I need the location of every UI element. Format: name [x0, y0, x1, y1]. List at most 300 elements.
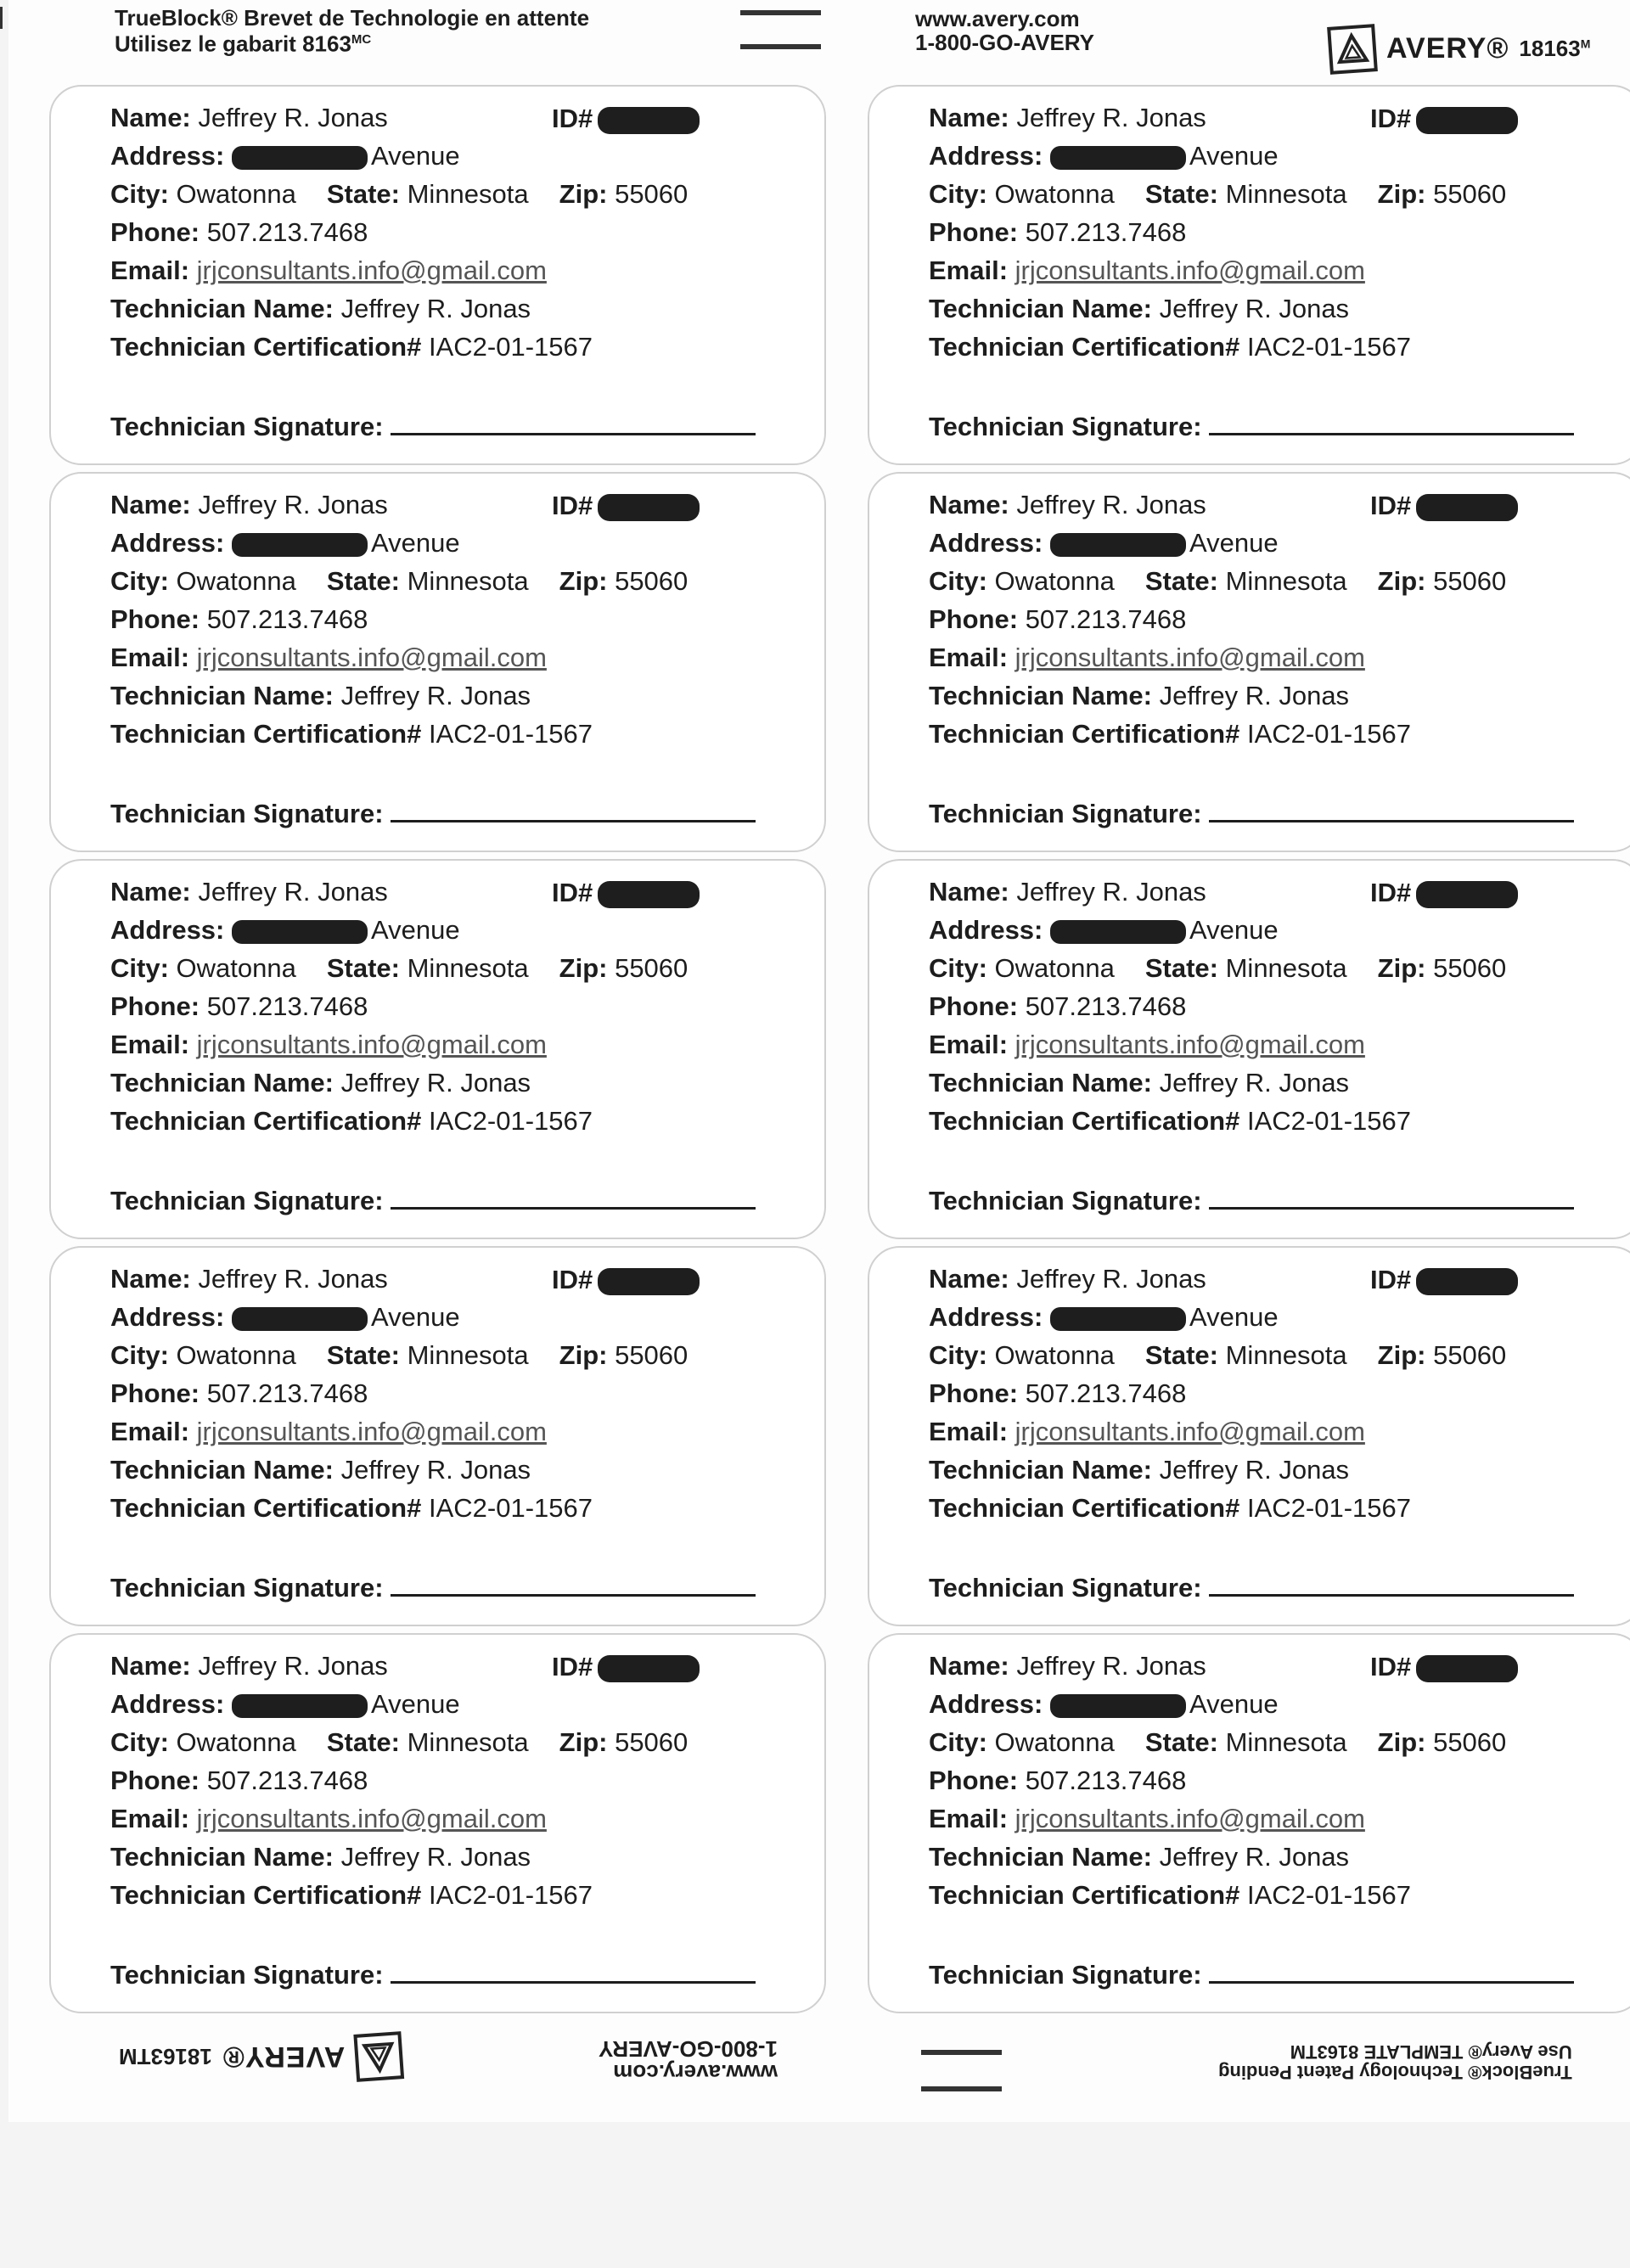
- phone-row: [110, 1378, 368, 1410]
- product-number: [1519, 36, 1590, 62]
- email-row: [929, 642, 1365, 674]
- name-value: Jeffrey R. Jonas: [198, 1264, 388, 1294]
- email-link[interactable]: jrjconsultants.info@gmail.com: [196, 1804, 547, 1833]
- tech-cert-value: IAC2-01-1567: [428, 1106, 593, 1136]
- signature-label: Technician Signature:: [929, 1186, 1202, 1215]
- tech-cert-label: Technician Certification#: [929, 719, 1240, 749]
- phone-label: Phone:: [110, 1378, 200, 1408]
- state-label: State:: [1144, 179, 1218, 209]
- tech-name-value: Jeffrey R. Jonas: [1159, 1455, 1350, 1485]
- tech-name-label: Technician Name:: [929, 1842, 1153, 1872]
- email-label: Email:: [110, 255, 190, 285]
- name-row: [929, 102, 1206, 134]
- tech-name-row: [929, 1841, 1349, 1873]
- product-number-text: 18163: [1519, 36, 1581, 61]
- id-label: ID#: [1370, 878, 1412, 907]
- address-label: Address:: [110, 1689, 225, 1719]
- footer-web: www.avery.com: [613, 2060, 778, 2086]
- phone-row: [110, 216, 368, 249]
- zip-label: Zip:: [559, 1727, 608, 1757]
- address-redaction: [232, 146, 368, 170]
- name-label: Name:: [110, 490, 191, 519]
- phone-row: [929, 603, 1186, 636]
- email-row: [929, 1029, 1365, 1061]
- email-link[interactable]: jrjconsultants.info@gmail.com: [196, 255, 547, 285]
- id-label: ID#: [552, 1265, 593, 1294]
- signature-label: Technician Signature:: [929, 1960, 1202, 1990]
- zip-value: 55060: [615, 566, 689, 596]
- zip-label: Zip:: [559, 1340, 608, 1370]
- signature-row: [929, 1957, 1574, 1991]
- location-row: [110, 1339, 688, 1372]
- name-label: Name:: [110, 1651, 191, 1681]
- name-value: Jeffrey R. Jonas: [198, 1651, 388, 1681]
- name-label: Name:: [929, 103, 1009, 132]
- id-row: [552, 1652, 700, 1682]
- signature-line[interactable]: [391, 1957, 756, 1984]
- tech-name-label: Technician Name:: [110, 1842, 334, 1872]
- signature-row: [929, 409, 1574, 443]
- tech-cert-value: IAC2-01-1567: [428, 719, 593, 749]
- address-row: [929, 914, 1279, 946]
- state-value: Minnesota: [407, 953, 529, 983]
- tech-name-row: [929, 1067, 1349, 1099]
- alignment-bar: [740, 10, 821, 15]
- tech-cert-row: [110, 331, 593, 363]
- tech-name-value: Jeffrey R. Jonas: [1159, 681, 1350, 710]
- phone-row: [929, 1378, 1186, 1410]
- signature-row: [110, 409, 756, 443]
- label-card: [868, 472, 1630, 852]
- signature-label: Technician Signature:: [110, 1960, 384, 1990]
- footer-line2: Use Avery® TEMPLATE 8163TM: [1290, 2041, 1572, 2063]
- email-label: Email:: [110, 1417, 190, 1446]
- city-label: City:: [929, 953, 987, 983]
- name-value: Jeffrey R. Jonas: [198, 103, 388, 132]
- name-label: Name:: [110, 877, 191, 907]
- label-card: [868, 85, 1630, 465]
- footer-phone: 1-800-GO-AVERY: [599, 2036, 778, 2062]
- signature-line[interactable]: [391, 796, 756, 822]
- address-label: Address:: [929, 141, 1043, 171]
- email-link[interactable]: jrjconsultants.info@gmail.com: [1015, 1417, 1365, 1446]
- city-value: Owatonna: [176, 1340, 296, 1370]
- tech-cert-row: [929, 331, 1411, 363]
- footer-product-number: 18163TM: [119, 2044, 212, 2070]
- email-label: Email:: [929, 643, 1009, 672]
- name-row: [929, 876, 1206, 908]
- state-value: Minnesota: [407, 566, 529, 596]
- tech-cert-value: IAC2-01-1567: [428, 1493, 593, 1523]
- signature-line[interactable]: [391, 1183, 756, 1210]
- phone-label: Phone:: [110, 604, 200, 634]
- id-redaction: [598, 107, 700, 134]
- email-link[interactable]: jrjconsultants.info@gmail.com: [196, 643, 547, 672]
- name-label: Name:: [110, 103, 191, 132]
- city-value: Owatonna: [176, 179, 296, 209]
- tech-cert-label: Technician Certification#: [110, 719, 422, 749]
- tech-cert-value: IAC2-01-1567: [1246, 1880, 1411, 1910]
- header-brand: [1329, 8, 1590, 89]
- name-label: Name:: [929, 1264, 1009, 1294]
- signature-line[interactable]: [1209, 1570, 1574, 1597]
- tech-cert-label: Technician Certification#: [929, 1493, 1240, 1523]
- footer-brand: [119, 2033, 402, 2080]
- tech-cert-value: IAC2-01-1567: [1246, 719, 1411, 749]
- email-row: [929, 255, 1365, 287]
- id-label: ID#: [552, 878, 593, 907]
- city-label: City:: [929, 566, 987, 596]
- address-value: Avenue: [371, 915, 460, 945]
- tech-name-label: Technician Name:: [929, 681, 1153, 710]
- email-label: Email:: [929, 1030, 1009, 1059]
- tech-name-row: [929, 293, 1349, 325]
- state-label: State:: [1144, 566, 1218, 596]
- state-value: Minnesota: [1225, 953, 1347, 983]
- name-label: Name:: [929, 877, 1009, 907]
- city-value: Owatonna: [994, 179, 1115, 209]
- label-card: [49, 1633, 826, 2013]
- signature-line[interactable]: [391, 409, 756, 435]
- id-redaction: [1416, 881, 1518, 908]
- location-row: [110, 178, 688, 211]
- id-row: [552, 491, 700, 521]
- tech-cert-row: [110, 1105, 593, 1137]
- phone-value: 507.213.7468: [206, 604, 368, 634]
- address-row: [929, 140, 1279, 172]
- zip-value: 55060: [1433, 953, 1507, 983]
- signature-line[interactable]: [1209, 796, 1574, 822]
- phone-value: 507.213.7468: [206, 991, 368, 1021]
- id-redaction: [598, 494, 700, 521]
- location-row: [110, 1726, 688, 1759]
- tech-cert-value: IAC2-01-1567: [1246, 1106, 1411, 1136]
- email-row: [110, 642, 547, 674]
- email-label: Email:: [929, 255, 1009, 285]
- tech-cert-label: Technician Certification#: [929, 1106, 1240, 1136]
- phone-label: Phone:: [929, 1378, 1019, 1408]
- email-label: Email:: [929, 1417, 1009, 1446]
- tech-cert-label: Technician Certification#: [110, 1106, 422, 1136]
- signature-row: [110, 1570, 756, 1604]
- zip-label: Zip:: [559, 179, 608, 209]
- signature-label: Technician Signature:: [929, 1573, 1202, 1603]
- name-row: [929, 1650, 1206, 1682]
- tech-name-label: Technician Name:: [929, 1455, 1153, 1485]
- location-row: [929, 1339, 1506, 1372]
- email-row: [110, 255, 547, 287]
- tech-name-row: [110, 293, 531, 325]
- state-label: State:: [1144, 953, 1218, 983]
- id-redaction: [1416, 494, 1518, 521]
- header-phone: 1-800-GO-AVERY: [915, 30, 1094, 55]
- phone-row: [929, 991, 1186, 1023]
- address-value: Avenue: [371, 1689, 460, 1719]
- email-row: [110, 1416, 547, 1448]
- tech-cert-row: [929, 1492, 1411, 1524]
- address-label: Address:: [110, 1302, 225, 1332]
- signature-line[interactable]: [391, 1570, 756, 1597]
- email-row: [929, 1803, 1365, 1835]
- tech-cert-row: [929, 1105, 1411, 1137]
- header-line2: [115, 29, 589, 55]
- name-value: Jeffrey R. Jonas: [1016, 1651, 1206, 1681]
- alignment-bar: [921, 2050, 1002, 2055]
- zip-value: 55060: [1433, 1727, 1507, 1757]
- zip-value: 55060: [1433, 566, 1507, 596]
- city-value: Owatonna: [176, 1727, 296, 1757]
- label-card: [49, 85, 826, 465]
- name-value: Jeffrey R. Jonas: [1016, 1264, 1206, 1294]
- tech-name-value: Jeffrey R. Jonas: [340, 1455, 531, 1485]
- header-line2-text: Utilisez le gabarit 8163: [115, 31, 351, 57]
- id-row: [1370, 1652, 1518, 1682]
- id-label: ID#: [552, 104, 593, 133]
- address-label: Address:: [110, 528, 225, 558]
- name-label: Name:: [110, 1264, 191, 1294]
- id-redaction: [1416, 1655, 1518, 1682]
- label-card: [49, 472, 826, 852]
- name-row: [110, 489, 388, 521]
- state-label: State:: [326, 1340, 400, 1370]
- id-label: ID#: [1370, 104, 1412, 133]
- city-label: City:: [110, 179, 169, 209]
- phone-value: 507.213.7468: [206, 1766, 368, 1795]
- tech-name-value: Jeffrey R. Jonas: [1159, 1068, 1350, 1098]
- address-redaction: [1050, 146, 1186, 170]
- id-label: ID#: [1370, 1265, 1412, 1294]
- zip-value: 55060: [615, 1340, 689, 1370]
- email-link[interactable]: jrjconsultants.info@gmail.com: [196, 1417, 547, 1446]
- footer-trueblock-en: [1218, 2041, 1572, 2082]
- tech-name-label: Technician Name:: [110, 681, 334, 710]
- header-trueblock-fr: [115, 7, 589, 87]
- state-value: Minnesota: [1225, 179, 1347, 209]
- header-contact: [915, 7, 1094, 87]
- address-label: Address:: [929, 915, 1043, 945]
- signature-label: Technician Signature:: [110, 1573, 384, 1603]
- id-redaction: [1416, 107, 1518, 134]
- phone-value: 507.213.7468: [206, 217, 368, 247]
- scan-edge-mark: [0, 7, 3, 29]
- city-value: Owatonna: [176, 953, 296, 983]
- alignment-bar: [921, 2086, 1002, 2091]
- id-row: [1370, 878, 1518, 908]
- location-row: [929, 952, 1506, 985]
- phone-label: Phone:: [110, 991, 200, 1021]
- signature-label: Technician Signature:: [110, 412, 384, 441]
- tech-cert-label: Technician Certification#: [110, 332, 422, 362]
- email-link[interactable]: jrjconsultants.info@gmail.com: [1015, 255, 1365, 285]
- brand-name: AVERY®: [1386, 32, 1509, 65]
- state-label: State:: [1144, 1340, 1218, 1370]
- phone-label: Phone:: [110, 1766, 200, 1795]
- id-redaction: [1416, 1268, 1518, 1295]
- signature-line[interactable]: [1209, 1957, 1574, 1984]
- address-redaction: [1050, 533, 1186, 557]
- tech-name-label: Technician Name:: [110, 294, 334, 323]
- tech-name-row: [110, 1841, 531, 1873]
- address-redaction: [232, 1694, 368, 1718]
- name-label: Name:: [929, 1651, 1009, 1681]
- state-label: State:: [326, 1727, 400, 1757]
- email-link[interactable]: jrjconsultants.info@gmail.com: [1015, 1804, 1365, 1833]
- id-row: [552, 1265, 700, 1295]
- tech-cert-row: [929, 718, 1411, 750]
- address-value: Avenue: [371, 528, 460, 558]
- header-web: www.avery.com: [915, 6, 1080, 31]
- label-card: [49, 1246, 826, 1626]
- address-redaction: [232, 1307, 368, 1331]
- footer-line1: TrueBlock® Technology Patent Pending: [1218, 2062, 1572, 2083]
- signature-row: [929, 1570, 1574, 1604]
- address-redaction: [1050, 1694, 1186, 1718]
- product-number-sup: M: [1580, 36, 1591, 51]
- phone-label: Phone:: [110, 217, 200, 247]
- phone-row: [110, 603, 368, 636]
- id-redaction: [598, 1655, 700, 1682]
- phone-value: 507.213.7468: [1025, 1378, 1187, 1408]
- phone-row: [929, 216, 1186, 249]
- name-row: [110, 102, 388, 134]
- tech-cert-row: [110, 1492, 593, 1524]
- email-label: Email:: [110, 643, 190, 672]
- name-value: Jeffrey R. Jonas: [1016, 103, 1206, 132]
- state-label: State:: [326, 179, 400, 209]
- signature-label: Technician Signature:: [110, 1186, 384, 1215]
- name-value: Jeffrey R. Jonas: [1016, 877, 1206, 907]
- email-link[interactable]: jrjconsultants.info@gmail.com: [196, 1030, 547, 1059]
- tech-cert-label: Technician Certification#: [929, 1880, 1240, 1910]
- address-row: [110, 1688, 460, 1721]
- tech-name-row: [110, 1067, 531, 1099]
- tech-name-row: [929, 680, 1349, 712]
- email-row: [110, 1029, 547, 1061]
- name-row: [110, 1650, 388, 1682]
- email-label: Email:: [110, 1030, 190, 1059]
- address-label: Address:: [929, 1689, 1043, 1719]
- phone-value: 507.213.7468: [1025, 991, 1187, 1021]
- phone-value: 507.213.7468: [1025, 604, 1187, 634]
- state-label: State:: [326, 953, 400, 983]
- city-value: Owatonna: [994, 1727, 1115, 1757]
- state-value: Minnesota: [1225, 1727, 1347, 1757]
- tech-name-row: [110, 1454, 531, 1486]
- zip-label: Zip:: [1377, 179, 1426, 209]
- city-label: City:: [110, 1340, 169, 1370]
- location-row: [929, 1726, 1506, 1759]
- tech-name-value: Jeffrey R. Jonas: [1159, 294, 1350, 323]
- name-value: Jeffrey R. Jonas: [198, 490, 388, 519]
- phone-label: Phone:: [929, 991, 1019, 1021]
- signature-row: [929, 1183, 1574, 1217]
- state-value: Minnesota: [1225, 1340, 1347, 1370]
- tech-cert-row: [110, 1879, 593, 1912]
- email-label: Email:: [110, 1804, 190, 1833]
- city-value: Owatonna: [994, 953, 1115, 983]
- signature-line[interactable]: [1209, 409, 1574, 435]
- address-label: Address:: [110, 915, 225, 945]
- tech-cert-value: IAC2-01-1567: [1246, 332, 1411, 362]
- footer-brand-name: AVERY®: [222, 2041, 346, 2074]
- tech-name-value: Jeffrey R. Jonas: [340, 1842, 531, 1872]
- state-value: Minnesota: [1225, 566, 1347, 596]
- phone-row: [929, 1765, 1186, 1797]
- signature-line[interactable]: [1209, 1183, 1574, 1210]
- tech-name-label: Technician Name:: [929, 294, 1153, 323]
- state-label: State:: [1144, 1727, 1218, 1757]
- address-redaction: [232, 920, 368, 944]
- header-line2-sup: MC: [351, 32, 372, 47]
- tech-name-value: Jeffrey R. Jonas: [340, 681, 531, 710]
- tech-cert-value: IAC2-01-1567: [1246, 1493, 1411, 1523]
- id-label: ID#: [552, 491, 593, 520]
- address-value: Avenue: [1189, 528, 1279, 558]
- label-card: [868, 1633, 1630, 2013]
- label-card: [49, 859, 826, 1239]
- email-link[interactable]: jrjconsultants.info@gmail.com: [1015, 643, 1365, 672]
- city-label: City:: [929, 1340, 987, 1370]
- address-label: Address:: [929, 1302, 1043, 1332]
- address-label: Address:: [110, 141, 225, 171]
- name-row: [929, 489, 1206, 521]
- email-link[interactable]: jrjconsultants.info@gmail.com: [1015, 1030, 1365, 1059]
- city-label: City:: [110, 953, 169, 983]
- tech-cert-value: IAC2-01-1567: [428, 1880, 593, 1910]
- signature-row: [110, 1183, 756, 1217]
- phone-row: [110, 991, 368, 1023]
- phone-label: Phone:: [929, 604, 1019, 634]
- address-row: [929, 527, 1279, 559]
- address-value: Avenue: [1189, 1689, 1279, 1719]
- avery-logo-icon: [1327, 24, 1378, 75]
- tech-name-label: Technician Name:: [110, 1455, 334, 1485]
- label-card: [868, 859, 1630, 1239]
- zip-value: 55060: [615, 1727, 689, 1757]
- city-label: City:: [110, 1727, 169, 1757]
- zip-label: Zip:: [559, 953, 608, 983]
- address-label: Address:: [929, 528, 1043, 558]
- tech-cert-row: [110, 718, 593, 750]
- location-row: [110, 952, 688, 985]
- city-label: City:: [929, 179, 987, 209]
- signature-label: Technician Signature:: [929, 412, 1202, 441]
- state-value: Minnesota: [407, 1340, 529, 1370]
- address-value: Avenue: [1189, 915, 1279, 945]
- name-row: [929, 1263, 1206, 1295]
- phone-row: [110, 1765, 368, 1797]
- zip-value: 55060: [1433, 1340, 1507, 1370]
- id-row: [552, 878, 700, 908]
- footer-contact: [599, 2037, 778, 2085]
- tech-cert-value: IAC2-01-1567: [428, 332, 593, 362]
- signature-row: [110, 1957, 756, 1991]
- tech-cert-label: Technician Certification#: [110, 1880, 422, 1910]
- phone-label: Phone:: [929, 217, 1019, 247]
- city-label: City:: [110, 566, 169, 596]
- name-value: Jeffrey R. Jonas: [198, 877, 388, 907]
- zip-value: 55060: [615, 179, 689, 209]
- id-label: ID#: [552, 1652, 593, 1681]
- id-redaction: [598, 1268, 700, 1295]
- tech-name-row: [110, 680, 531, 712]
- alignment-bar: [740, 44, 821, 49]
- tech-name-value: Jeffrey R. Jonas: [1159, 1842, 1350, 1872]
- email-label: Email:: [929, 1804, 1009, 1833]
- phone-value: 507.213.7468: [1025, 1766, 1187, 1795]
- zip-label: Zip:: [1377, 1340, 1426, 1370]
- id-row: [1370, 1265, 1518, 1295]
